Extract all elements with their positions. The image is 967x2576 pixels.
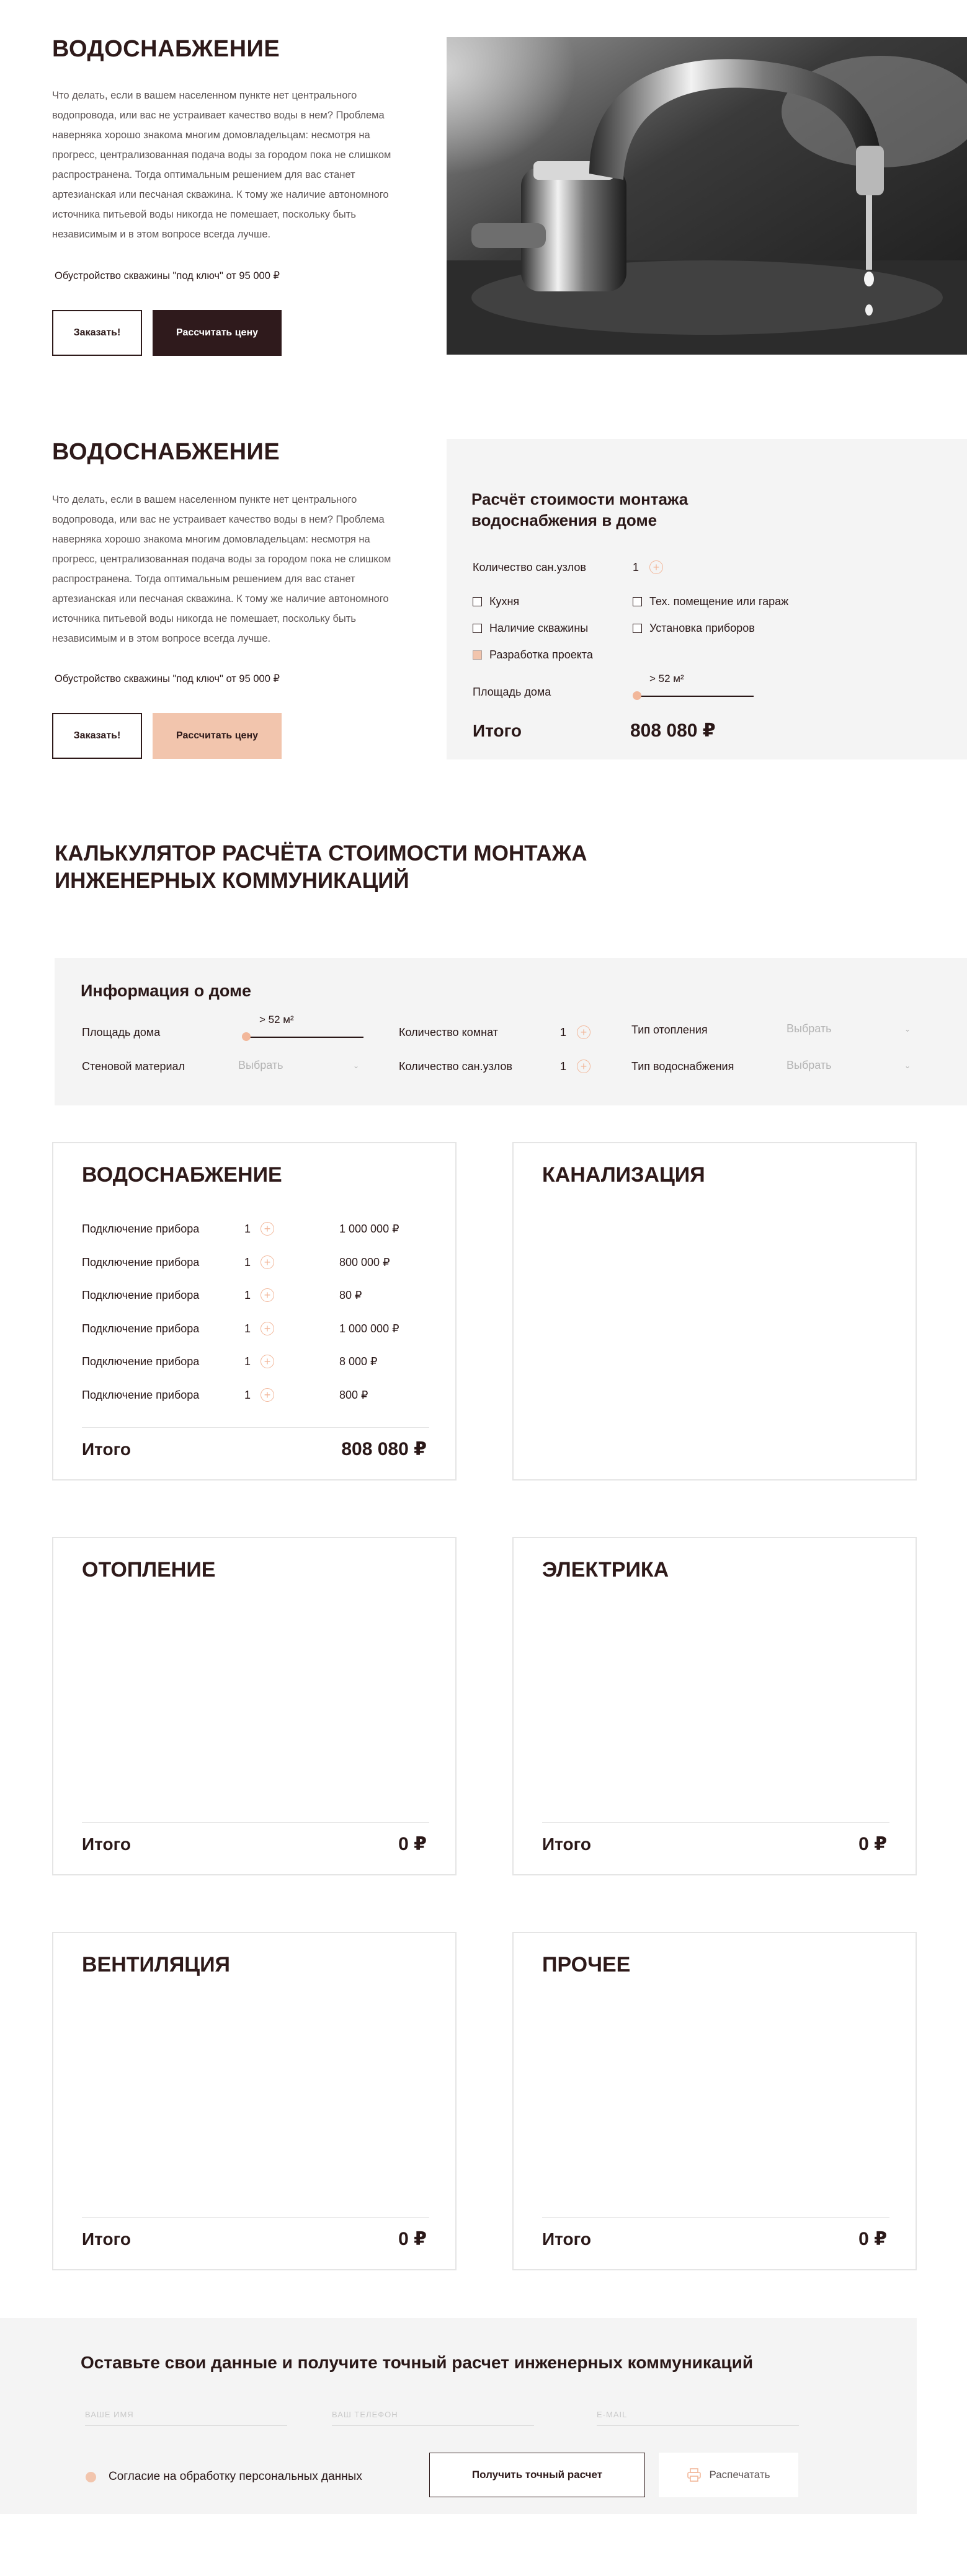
card-title: ЭЛЕКТРИКА [542,1558,669,1582]
total-value: 0 ₽ [398,1834,427,1854]
option-label: Наличие скважины [489,622,589,634]
total-value: 808 080 ₽ [341,1439,427,1459]
total-label: Итого [82,2229,131,2249]
table-row [82,1322,429,1356]
table-row [82,1223,429,1256]
section2-paragraph-line: распространена. Тогда оптимальным решением для вас станет [52,573,355,585]
consent-checkbox[interactable] [86,2470,362,2484]
print-button[interactable] [659,2453,798,2497]
divider [82,2217,429,2218]
chevron-down-icon: ⌄ [904,1061,911,1070]
row-label: Подключение прибора [82,1355,200,1368]
email-placeholder: E-MAIL [597,2410,628,2419]
section2-title: ВОДОСНАБЖЕНИЕ [52,439,280,465]
hero-paragraph-line: Что делать, если в вашем населенном пункте нет центрального [52,90,357,101]
hero-paragraph-line: распространена. Тогда оптимальным решением для вас станет [52,169,355,180]
total-value: 0 ₽ [858,2229,887,2249]
option-devices[interactable] [633,622,755,635]
card-ventilation [52,1932,457,2270]
row-label: Подключение прибора [82,1322,200,1335]
divider [542,1822,889,1823]
bathrooms-label: Количество сан.узлов [399,1060,512,1073]
total-value: 808 080 ₽ [630,720,716,741]
row-qty: 1 [244,1388,251,1401]
calculate-price-button[interactable]: Рассчитать цену [153,310,282,356]
card-electrics [512,1537,917,1875]
order-button[interactable]: Заказать! [52,310,142,356]
hero-paragraph [52,86,437,244]
water-type-select[interactable] [787,1059,911,1072]
row-qty: 1 [244,1255,251,1268]
calculator-heading [55,840,587,895]
field-underline [85,2425,287,2426]
name-placeholder: ВАШЕ ИМЯ [85,2410,134,2419]
water-calc-title [471,489,688,531]
table-row [82,1289,429,1322]
house-info-title: Информация о доме [81,981,251,1000]
section2-paragraph-line: независимым и в этом вопросе всегда лучше. [52,633,271,644]
total-value: 0 ₽ [858,1834,887,1854]
hero-paragraph-line: водопровода, или вас не устраивает качество воды в нем? Проблема [52,110,385,121]
heating-label: Тип отопления [631,1024,708,1036]
table-row [82,1256,429,1290]
hero-paragraph-line: артезианская или песчаная скважина. К тому же наличие автономного [52,189,389,200]
calculator-heading-line: КАЛЬКУЛЯТОР РАСЧЁТА СТОИМОСТИ МОНТАЖА [55,841,587,865]
card-title: ВЕНТИЛЯЦИЯ [82,1953,230,1976]
consent-radio-icon[interactable] [86,2472,96,2482]
bathrooms-label: Количество сан.узлов [473,561,586,573]
option-label: Тех. помещение или гараж [649,595,789,608]
hero-paragraph-line: прогресс, централизованная подача воды за городом пока не слишком [52,149,391,161]
heating-select-value: Выбрать [787,1022,832,1035]
chevron-down-icon: ⌄ [904,1024,911,1033]
plus-icon[interactable]: + [261,1388,274,1402]
plus-icon[interactable]: + [261,1322,274,1335]
card-water-supply [52,1142,457,1481]
field-underline [332,2425,534,2426]
consent-label: Согласие на обработку персональных данных [109,2470,362,2483]
row-qty: 1 [244,1223,251,1235]
section2-paragraph-line: артезианская или песчаная скважина. К тому же наличие автономного [52,593,389,604]
wall-select-value: Выбрать [238,1059,283,1071]
checkbox-icon[interactable] [633,597,642,606]
divider [82,1822,429,1823]
card-heating [52,1537,457,1875]
total-label: Итого [542,1835,591,1854]
lead-form-title: Оставьте свои данные и получите точный расчет инженерных коммуникаций [81,2353,754,2372]
total-label: Итого [542,2229,591,2249]
total-label: Итого [82,1440,131,1459]
calculator-heading-line: ИНЖЕНЕРНЫХ КОММУНИКАЦИЙ [55,869,409,893]
card-title: ВОДОСНАБЖЕНИЕ [82,1163,282,1187]
row-qty: 1 [244,1322,251,1335]
section2-paragraph-line: источника питьевой воды никогда не помешает, поскольку быть [52,613,356,624]
card-title: ОТОПЛЕНИЕ [82,1558,216,1582]
plus-icon[interactable]: + [577,1025,590,1039]
row-qty: 1 [244,1355,251,1368]
row-label: Подключение прибора [82,1223,200,1235]
get-estimate-button[interactable]: Получить точный расчет [429,2453,645,2497]
bathrooms-value: 1 [633,561,639,573]
water-type-select-value: Выбрать [787,1059,832,1071]
chevron-down-icon: ⌄ [352,1061,359,1070]
row-price: 1 000 000 ₽ [339,1223,399,1235]
plus-icon[interactable]: + [261,1288,274,1302]
option-label: Установка приборов [649,622,755,634]
print-label: Распечатать [709,2469,770,2481]
section2-paragraph-line: прогресс, централизованная подача воды за городом пока не слишком [52,554,391,565]
card-title: ПРОЧЕЕ [542,1953,631,1976]
option-garage[interactable] [633,595,788,608]
area-slider-knob[interactable] [633,691,641,700]
plus-icon[interactable]: + [261,1222,274,1236]
section2-price-line: Обустройство скважины "под ключ" от 95 000 ₽ [55,673,280,684]
hero-paragraph-line: наверняка хорошо знакома многим домовладельцам: несмотря на [52,130,370,141]
house-area-slider[interactable] [247,1037,363,1038]
row-price: 1 000 000 ₽ [339,1322,399,1335]
row-price: 80 ₽ [339,1289,362,1301]
checkbox-checked-icon[interactable] [473,650,482,660]
water-calc-title-line: водоснабжения в доме [471,511,657,529]
printer-icon [687,2468,702,2482]
option-kitchen[interactable] [473,595,519,608]
rooms-value: 1 [560,1026,567,1038]
heating-select[interactable] [787,1022,911,1035]
plus-icon[interactable]: + [649,560,663,574]
checkbox-icon[interactable] [633,624,642,633]
area-value: > 52 м² [649,673,684,684]
hero-title: ВОДОСНАБЖЕНИЕ [52,36,280,62]
section2-paragraph [52,490,437,648]
checkbox-icon[interactable] [473,597,482,606]
field-underline [597,2425,799,2426]
wall-select[interactable] [238,1059,359,1072]
checkbox-icon[interactable] [473,624,482,633]
divider [542,2217,889,2218]
water-calc-panel [447,439,967,759]
row-price: 8 000 ₽ [339,1355,378,1368]
plus-icon[interactable]: + [261,1355,274,1368]
hero-price-line: Обустройство скважины "под ключ" от 95 000 ₽ [55,270,280,281]
option-label: Кухня [489,595,520,608]
hero-paragraph-line: независимым и в этом вопросе всегда лучше. [52,229,271,240]
faucet-illustration [447,37,967,355]
table-row [82,1355,429,1389]
section2-paragraph-line: Что делать, если в вашем населенном пункте нет центрального [52,494,357,505]
row-label: Подключение прибора [82,1388,200,1401]
house-area-value: > 52 м² [259,1014,294,1025]
row-price: 800 000 ₽ [339,1255,390,1268]
total-label: Итого [473,721,522,740]
rooms-label: Количество комнат [399,1026,498,1038]
row-label: Подключение прибора [82,1289,200,1301]
section2-paragraph-line: водопровода, или вас не устраивает качество воды в нем? Проблема [52,514,385,525]
house-area-slider-knob[interactable] [242,1032,251,1041]
lead-form-panel [0,2318,917,2514]
total-value: 0 ₽ [398,2229,427,2249]
card-other [512,1932,917,2270]
divider [82,1427,429,1428]
order-button[interactable]: Заказать! [52,713,142,759]
area-slider[interactable] [637,696,754,697]
name-field[interactable] [85,2410,287,2426]
phone-placeholder: ВАШ ТЕЛЕФОН [332,2410,398,2419]
plus-icon[interactable]: + [577,1060,590,1073]
card-rows [82,1223,429,1422]
row-qty: 1 [244,1289,251,1301]
section2-paragraph-line: наверняка хорошо знакома многим домовладельцам: несмотря на [52,534,370,545]
faucet-photo [447,37,967,355]
wall-label: Стеновой материал [82,1060,185,1073]
total-label: Итого [82,1835,131,1854]
area-label: Площадь дома [473,686,551,698]
house-area-label: Площадь дома [82,1026,161,1038]
house-info-panel [55,958,967,1105]
row-label: Подключение прибора [82,1255,200,1268]
hero-paragraph-line: источника питьевой воды никогда не помешает, поскольку быть [52,209,356,220]
card-title: КАНАЛИЗАЦИЯ [542,1163,705,1187]
plus-icon[interactable]: + [261,1255,274,1269]
water-type-label: Тип водоснабжения [631,1060,734,1073]
table-row [82,1389,429,1422]
calculate-price-button[interactable]: Рассчитать цену [153,713,282,759]
row-price: 800 ₽ [339,1388,368,1401]
phone-field[interactable] [332,2410,534,2426]
option-well[interactable] [473,622,588,635]
card-sewerage [512,1142,917,1481]
option-label: Разработка проекта [489,648,593,661]
email-field[interactable] [597,2410,799,2426]
option-project[interactable] [473,648,593,662]
water-calc-title-line: Расчёт стоимости монтажа [471,490,688,508]
bathrooms-value: 1 [560,1060,567,1073]
